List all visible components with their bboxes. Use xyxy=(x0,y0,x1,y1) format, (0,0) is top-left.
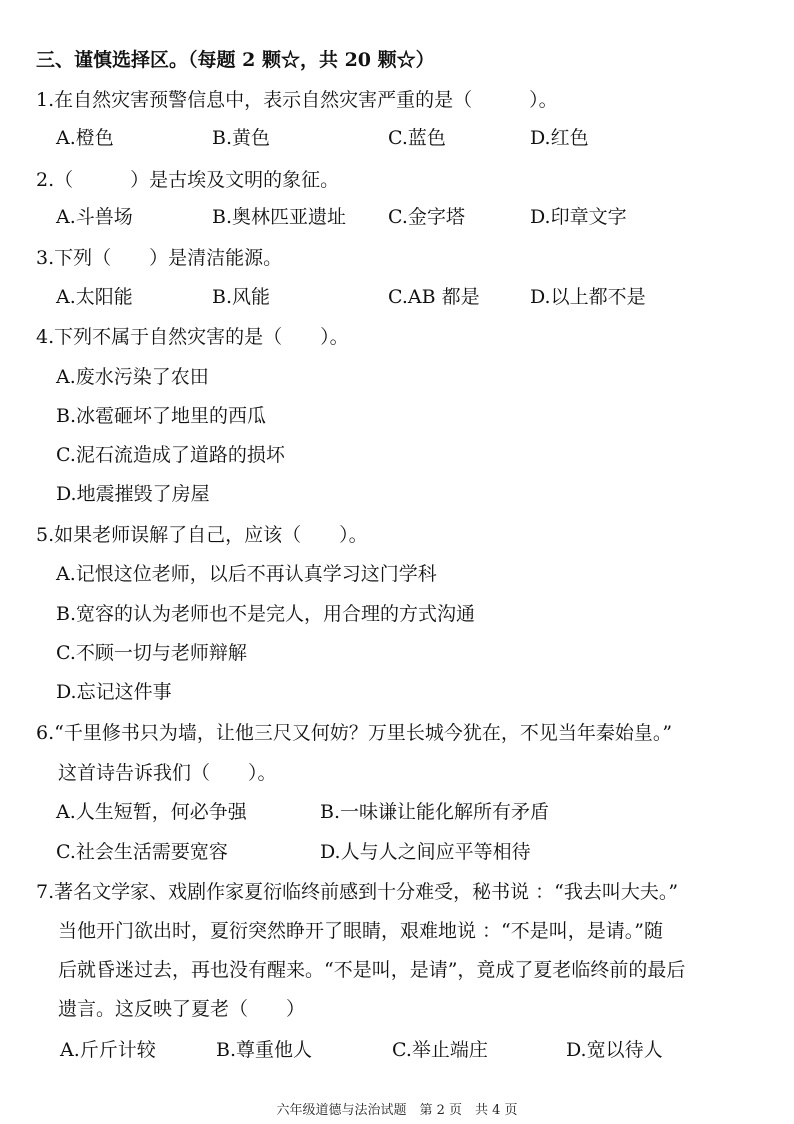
question-2-option-a: A.斗兽场 xyxy=(56,206,133,228)
question-7-option-c: C.举止端庄 xyxy=(392,1039,488,1061)
question-1-option-a: A.橙色 xyxy=(56,127,114,149)
question-3-stem: 3.下列（ ）是清洁能源。 xyxy=(36,247,283,269)
question-1-option-c: C.蓝色 xyxy=(388,127,446,149)
question-3-option-d: D.以上都不是 xyxy=(530,286,646,308)
question-7-option-b: B.尊重他人 xyxy=(216,1039,313,1061)
question-3-option-b: B.风能 xyxy=(212,286,271,308)
question-1-option-d: D.红色 xyxy=(530,127,589,149)
question-2-option-d: D.印章文字 xyxy=(530,206,627,228)
page-footer: 六年级道德与法治试题 第 2 页 共 4 页 xyxy=(276,1103,518,1118)
question-5-option-b: B.宽容的认为老师也不是完人，用合理的方式沟通 xyxy=(56,603,476,625)
question-6-option-c: C.社会生活需要宽容 xyxy=(56,841,228,863)
question-7-stem-line-4: 遗言。这反映了夏老（ ） xyxy=(58,998,306,1020)
question-2-option-b: B.奥林匹亚遗址 xyxy=(212,206,347,228)
question-3-option-c: C.AB 都是 xyxy=(388,286,480,308)
question-5-option-c: C.不顾一切与老师辩解 xyxy=(56,642,247,664)
question-6-option-d: D.人与人之间应平等相待 xyxy=(320,841,531,863)
question-4-option-c: C.泥石流造成了道路的损坏 xyxy=(56,444,285,466)
question-7-stem-line-1: 7.著名文学家、戏剧作家夏衍临终前感到十分难受，秘书说 ：“我去叫大夫。” xyxy=(36,881,679,903)
question-5-option-d: D.忘记这件事 xyxy=(56,681,172,703)
question-6-option-b: B.一味谦让能化解所有矛盾 xyxy=(320,801,550,823)
question-7-option-a: A.斤斤计较 xyxy=(60,1039,156,1061)
question-5-option-a: A.记恨这位老师，以后不再认真学习这门学科 xyxy=(56,563,437,585)
question-1-option-b: B.黄色 xyxy=(212,127,271,149)
question-4-option-d: D.地震摧毁了房屋 xyxy=(56,483,210,505)
question-4-option-a: A.废水污染了农田 xyxy=(56,366,209,388)
question-4-stem: 4.下列不属于自然灾害的是（ ）。 xyxy=(36,326,349,348)
question-5-stem: 5.如果老师误解了自己，应该（ ）。 xyxy=(36,524,368,546)
question-7-stem-line-2: 当他开门欲出时，夏衍突然睁开了眼睛，艰难地说 ：“不是叫，是请。”随 xyxy=(58,920,663,942)
question-2-stem: 2.（ ）是古埃及文明的象征。 xyxy=(36,169,340,191)
question-6-stem-line-1: 6.“千里修书只为墙，让他三尺又何妨？万里长城今犹在，不见当年秦始皇。” xyxy=(36,722,673,744)
section-title: 三、谨慎选择区。（每题 2 颗☆，共 20 颗☆） xyxy=(36,49,435,71)
question-2-option-c: C.金字塔 xyxy=(388,206,465,228)
question-1-stem: 1.在自然灾害预警信息中，表示自然灾害严重的是（ ）。 xyxy=(36,89,558,111)
question-7-option-d: D.宽以待人 xyxy=(566,1039,663,1061)
question-3-option-a: A.太阳能 xyxy=(56,286,133,308)
question-4-option-b: B.冰雹砸坏了地里的西瓜 xyxy=(56,405,267,427)
question-6-stem-line-2: 这首诗告诉我们（ ）。 xyxy=(58,762,277,784)
question-6-option-a: A.人生短暂，何必争强 xyxy=(56,801,247,823)
question-7-stem-line-3: 后就昏迷过去，再也没有醒来。“不是叫，是请”，竟成了夏老临终前的最后 xyxy=(58,959,686,981)
